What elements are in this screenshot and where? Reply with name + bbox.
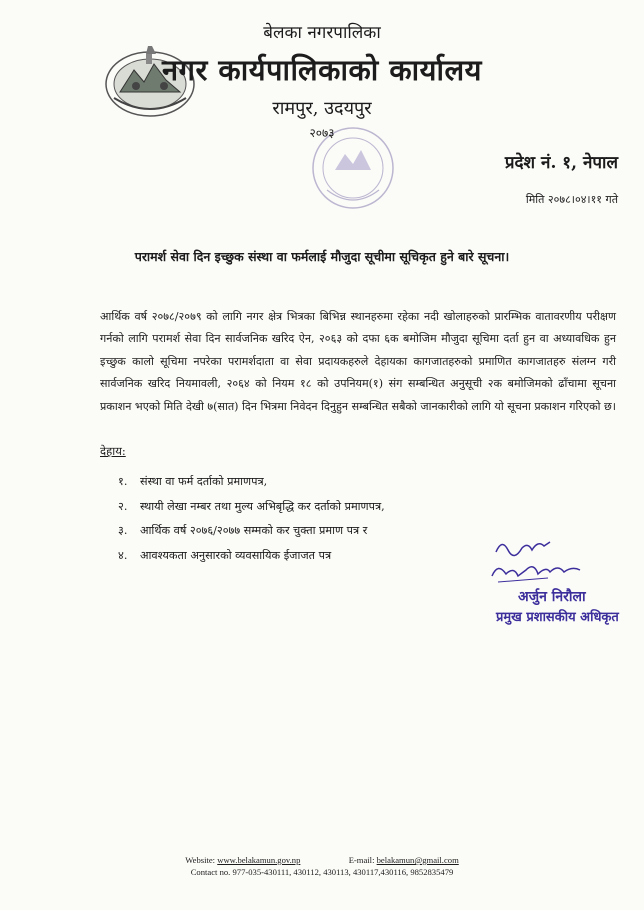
date-label: मिति <box>525 193 545 206</box>
list-item: ३. आर्थिक वर्ष २०७६/२०७७ सम्मको कर चुक्ता प्रमाण पत्र र <box>118 524 368 537</box>
date-value: २०७८।०४।११ <box>547 193 603 206</box>
requirements-list <box>118 470 385 568</box>
footer <box>0 854 644 878</box>
contact-numbers: 977-035-430111, 430112, 430113, 430117,430116, 9852835479 <box>232 867 454 877</box>
office-address: रामपुर, उदयपुर <box>272 98 372 119</box>
list-item: ४. आवश्यकता अनुसारको व्यवसायिक ईजाजत पत्र <box>118 548 332 562</box>
established-year: २०७३ <box>309 126 335 140</box>
website-label: Website: <box>185 855 216 865</box>
province-line: प्रदेश नं. १, नेपाल <box>504 153 618 173</box>
date-suffix: गते <box>605 193 618 206</box>
list-item: २. स्थायी लेखा नम्बर तथा मुल्य अभिबृद्धि कर दर्ताको प्रमाणपत्र, <box>118 499 385 513</box>
email-label: E-mail: <box>348 855 375 865</box>
municipality-name: बेलका नगरपालिका <box>263 23 381 43</box>
email-link[interactable]: belakamun@gmail.com <box>376 855 459 865</box>
footer-line-2 <box>0 866 644 878</box>
office-name: नगर कार्यपालिकाको कार्यालय <box>162 53 482 87</box>
website-link[interactable]: www.belakamun.gov.np <box>217 855 301 865</box>
list-item: १. संस्था वा फर्म दर्ताको प्रमाणपत्र, <box>118 475 268 488</box>
notice-subject: परामर्श सेवा दिन इच्छुक संस्था वा फर्मलाई मौजुदा सूचीमा सूचिकृत हुने बारे सूचना। <box>134 249 510 264</box>
contact-label: Contact no. <box>190 867 231 877</box>
footer-line-1 <box>0 854 644 866</box>
signatory-title: प्रमुख प्रशासकीय अधिकृत <box>496 610 619 625</box>
requirements-heading: देहाय: <box>100 444 126 458</box>
signatory-name: अर्जुन निरौला <box>518 589 586 605</box>
date-line <box>526 192 618 207</box>
notice-body: आर्थिक वर्ष २०७८/२०७९ को लागि नगर क्षेत्र भित्रका बिभिन्न स्थानहरुमा रहेका नदी खोलाहरुको प्रारम्भिक वातावरणीय परीक्षण गर्नको लागि परामर्श सेवा दिन सार्वजनिक खरिद ऐन, २०६३ को दफा ६क बमोजिम मौजुदा सूचिमा दर्ता हुन वा अध्यावधिक हुन इच्छुक कालो सूचिमा नपरेका परामर्शदाता वा सेवा प्रदायकहरुले देहायका कागजातहरुको प्रमाणित कागजातहरु संलग्न गरी सार्वजनिक खरिद नियमावली, २०६४ को नियम १८ को उपनियम(१) संग सम्बन्धित अनुसूची २क बमोजिमको ढाँचामा सूचना प्रकाशन भएको मिति देखी ७(सात) दिन भित्रमा निवेदन दिनुहुन सम्बन्धित सबैको जानकारीको लागि यो सूचना प्रकाशन गरिएको छ। <box>100 310 616 413</box>
handwritten-signature-icon <box>488 532 588 592</box>
